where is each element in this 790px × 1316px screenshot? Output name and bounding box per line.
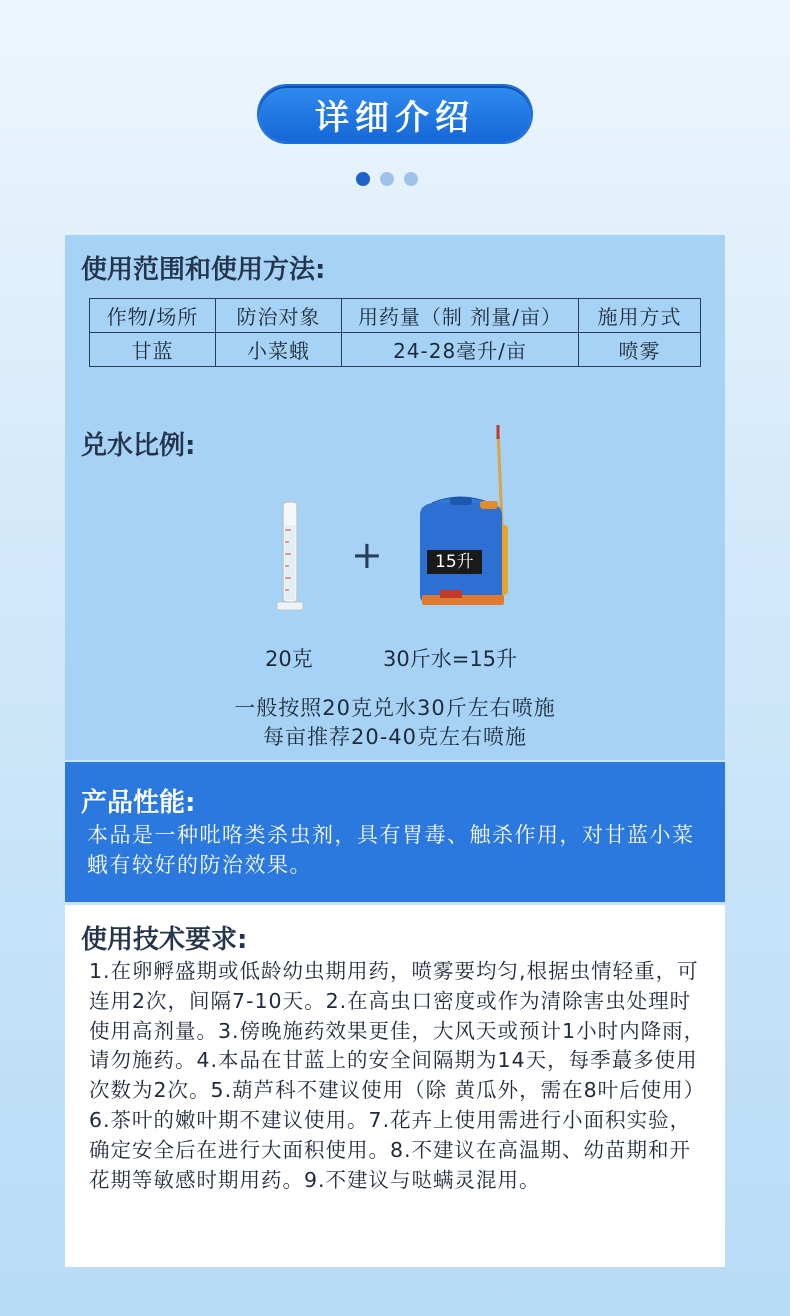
table-cell: 喷雾 <box>579 333 701 367</box>
page-title: 详细介绍 <box>259 86 531 142</box>
cylinder-caption: 20克 <box>265 647 313 671</box>
performance-section <box>65 762 725 902</box>
usage-section <box>65 235 725 760</box>
dilution-note-1: 一般按照20克兑水30斤左右喷施 <box>234 696 556 720</box>
requirements-section <box>65 905 725 1267</box>
water-caption: 30斤水=15升 <box>383 647 518 671</box>
dilution-note-2: 每亩推荐20-40克左右喷施 <box>262 725 528 749</box>
requirements-text: 1.在卵孵盛期或低龄幼虫期用药，喷雾要均匀,根据虫情轻重，可连用2次，间隔7-10天。2.在高虫口密度或作为清除害虫处理时使用高剂量。3.傍晚施药效果更佳，大风天或预计1小时内降雨，请勿施药。4.本品在甘蓝上的安全间隔期为14天，每季蕞多使用次数为2次。5.葫芦科不建议使用（除 黄瓜外，需在8叶后使用）6.茶叶的嫩叶期不建议使用。7.花卉上使用需进行小面积实验，确定安全后在进行大面积使用。8.不建议在高温期、幼苗期和开花期等敏感时期用药。9.不建议与哒螨灵混用。 <box>89 959 706 1192</box>
table-header-cell: 防治对象 <box>216 299 342 333</box>
sprayer-tank-image <box>410 425 510 625</box>
table-header-row <box>90 299 701 333</box>
carousel-dot-2[interactable] <box>380 172 394 186</box>
plus-icon: + <box>351 533 383 577</box>
measuring-cylinder-image <box>275 500 305 615</box>
table-row <box>90 333 701 367</box>
table-cell: 甘蓝 <box>90 333 216 367</box>
requirements-heading: 使用技术要求: <box>81 925 248 955</box>
performance-text: 本品是一种吡咯类杀虫剂，具有胃毒、触杀作用，对甘蓝小菜蛾有较好的防治效果。 <box>87 823 695 877</box>
carousel-dot-3[interactable] <box>404 172 418 186</box>
carousel-dots <box>356 172 418 186</box>
volume-badge: 15升 <box>427 550 482 574</box>
table-cell: 小菜蛾 <box>216 333 342 367</box>
table-header-cell: 用药量（制 剂量/亩） <box>342 299 579 333</box>
usage-heading: 使用范围和使用方法: <box>81 255 326 285</box>
table-header-cell: 施用方式 <box>579 299 701 333</box>
carousel-dot-1[interactable] <box>356 172 370 186</box>
table-cell: 24-28毫升/亩 <box>342 333 579 367</box>
usage-table <box>89 298 701 367</box>
dilution-heading: 兑水比例: <box>81 431 196 461</box>
performance-heading: 产品性能: <box>81 788 196 818</box>
table-header-cell: 作物/场所 <box>90 299 216 333</box>
